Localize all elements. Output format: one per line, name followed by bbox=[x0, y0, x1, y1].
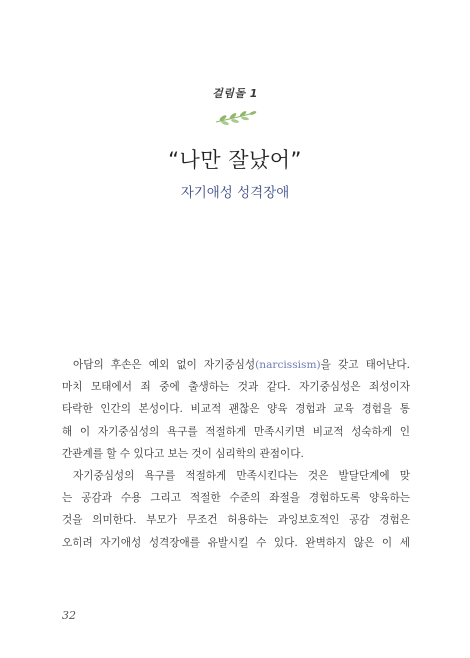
body-line-7: 는 공감과 수용 그리고 적절한 수준의 좌절을 경험하도록 양육하는 bbox=[62, 492, 410, 505]
leaf-branch-icon bbox=[213, 110, 257, 126]
body-line-1-end: 을 갖고 태어난다. bbox=[320, 359, 410, 371]
body-line-1 bbox=[62, 354, 410, 376]
body-line-1-start: 아담의 후손은 예외 없이 자기중심성 bbox=[73, 359, 256, 371]
chapter-label: 걸림돌 1 bbox=[212, 87, 258, 100]
body-line-3: 타락한 인간의 본성이다. 비교적 괜찮은 양육 경험과 교육 경험을 통 bbox=[62, 403, 410, 416]
chapter-subtitle: 자기애성 성격장애 bbox=[180, 185, 290, 201]
body-line-8: 것을 의미한다. 부모가 무조건 허용하는 과잉보호적인 공감 경험은 bbox=[62, 514, 410, 527]
body-line-6: 자기중심성의 욕구를 적절하게 만족시킨다는 것은 발달단계에 맞 bbox=[73, 470, 410, 483]
narcissism-term: (narcissism) bbox=[255, 359, 321, 371]
body-line-4: 해 이 자기중심성의 욕구를 적절하게 만족시키면 비교적 성숙하게 인 bbox=[62, 425, 410, 438]
body-line-5: 간관계를 할 수 있다고 보는 것이 심리학의 관점이다. bbox=[62, 447, 304, 460]
chapter-title: “나만 잘났어” bbox=[168, 148, 302, 172]
body-paragraphs bbox=[62, 354, 410, 554]
body-line-2: 마치 모태에서 죄 중에 출생하는 것과 같다. 자기중심성은 죄성이자 bbox=[62, 381, 410, 394]
body-line-9: 오히려 자기애성 성격장애를 유발시킬 수 있다. 완벽하지 않은 이 세 bbox=[62, 536, 410, 549]
page-number: 32 bbox=[62, 609, 76, 622]
